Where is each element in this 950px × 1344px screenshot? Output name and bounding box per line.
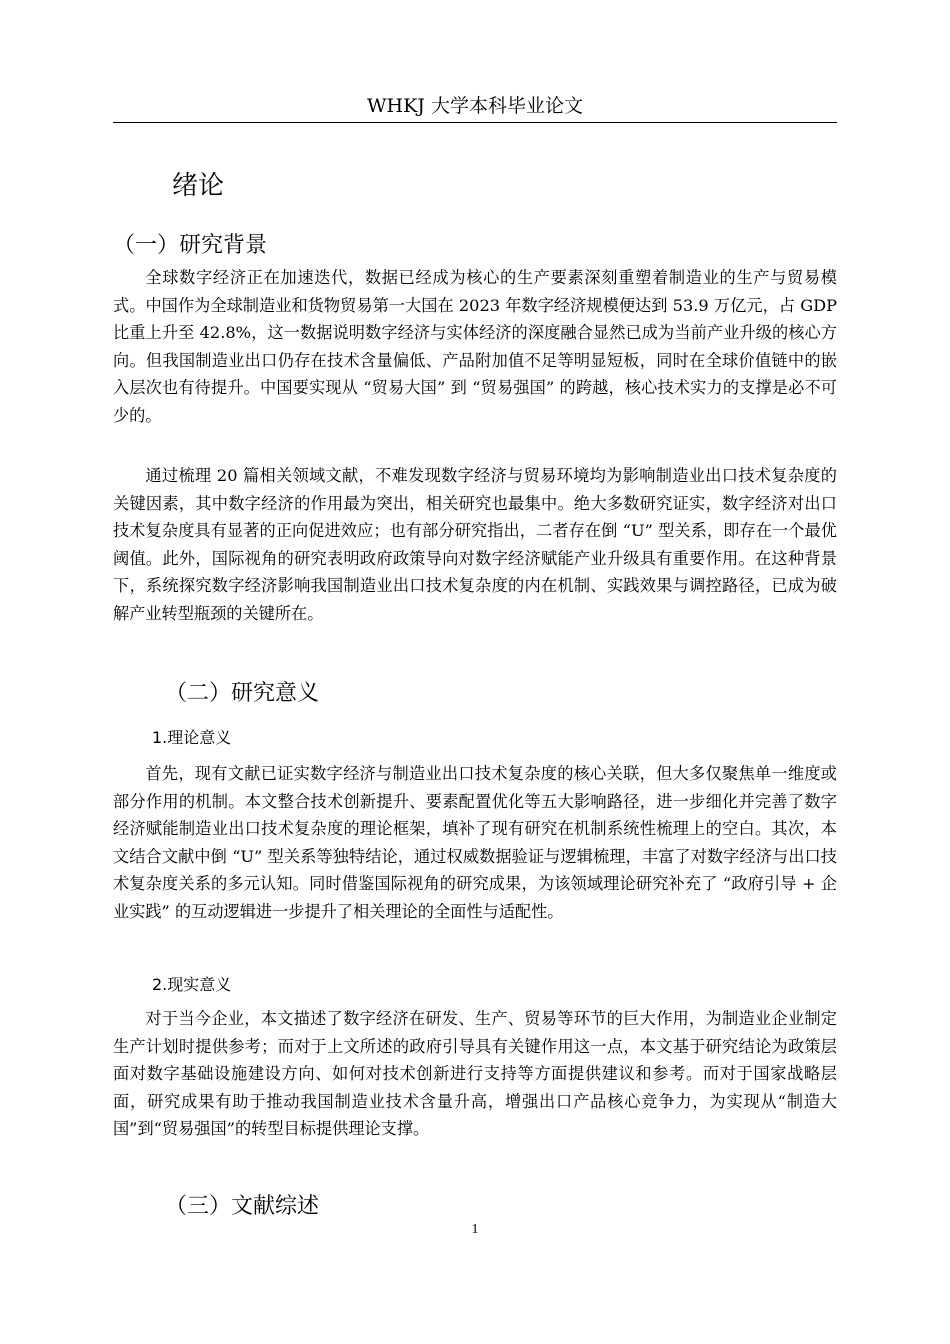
subsection-heading-practice: 2.现实意义: [152, 975, 232, 994]
paragraph-theory: 首先，现有文献已证实数字经济与制造业出口技术复杂度的核心关联，但大多仅聚焦单一维度或部分作用的机制。本文整合技术创新提升、要素配置优化等五大影响路径，进一步细化并完善了数字经济赋能制造业出口技术复杂度的理论框架，填补了现有研究在机制系统性梳理上的空白。其次，本文结合文献中倒 “U” 型关系等独特结论，通过权威数据验证与逻辑梳理，丰富了对数字经济与出口技术复杂度关系的多元认知。同时借鉴国际视角的研究成果，为该领域理论研究补充了 “政府引导 + 企业实践” 的互动逻辑进一步提升了相关理论的全面性与适配性。: [113, 764, 837, 921]
subsection-heading-theory: 1.理论意义: [152, 728, 232, 747]
section-heading-literature: （三）文献综述: [165, 1194, 320, 1219]
page-number: 1: [471, 1222, 479, 1237]
paragraph-practice: 对于当今企业，本文描述了数字经济在研发、生产、贸易等环节的巨大作用，为制造业企业制定生产计划时提供参考；而对于上文所述的政府引导具有关键作用这一点，本文基于研究结论为政策层面对数字基础设施建设方向、如何对技术创新进行支持等方面提供建议和参考。而对于国家战略层面，研究成果有助于推动我国制造业技术含量升高，增强出口产品核心竞争力，为实现从“制造大国”到“贸易强国”的转型目标提供理论支撑。: [113, 1009, 837, 1138]
chapter-title: 绪论: [172, 171, 225, 201]
paragraph-background-2: 通过梳理 20 篇相关领域文献，不难发现数字经济与贸易环境均为影响制造业出口技术复杂度的关键因素，其中数字经济的作用最为突出，相关研究也最集中。绝大多数研究证实，数字经济对出口技术复杂度具有显著的正向促进效应；也有部分研究指出，二者存在倒 “U” 型关系，即存在一个最优阈值。此外，国际视角的研究表明政府政策导向对数字经济赋能产业升级具有重要作用。在这种背景下，系统探究数字经济影响我国制造业出口技术复杂度的内在机制、实践效果与调控路径，已成为破解产业转型瓶颈的关键所在。: [113, 466, 837, 623]
running-header: WHKJ 大学本科毕业论文: [367, 95, 583, 117]
paragraph-background-1: 全球数字经济正在加速迭代，数据已经成为核心的生产要素深刻重塑着制造业的生产与贸易模式。中国作为全球制造业和货物贸易第一大国在 2023 年数字经济规模便达到 53.9 万亿元，占 GDP 比重上升至 42.8%，这一数据说明数字经济与实体经济的深度融合显然已成为当前产业升级的核心方向。但我国制造业出口仍存在技术含量偏低、产品附加值不足等明显短板，同时在全球价值链中的嵌入层次也有待提升。中国要实现从 “贸易大国” 到 “贸易强国” 的跨越，核心技术实力的支撑是必不可少的。: [113, 268, 837, 425]
section-heading-significance: （二）研究意义: [165, 681, 320, 706]
header-rule: [113, 122, 837, 123]
section-heading-background: （一）研究背景: [113, 233, 268, 258]
